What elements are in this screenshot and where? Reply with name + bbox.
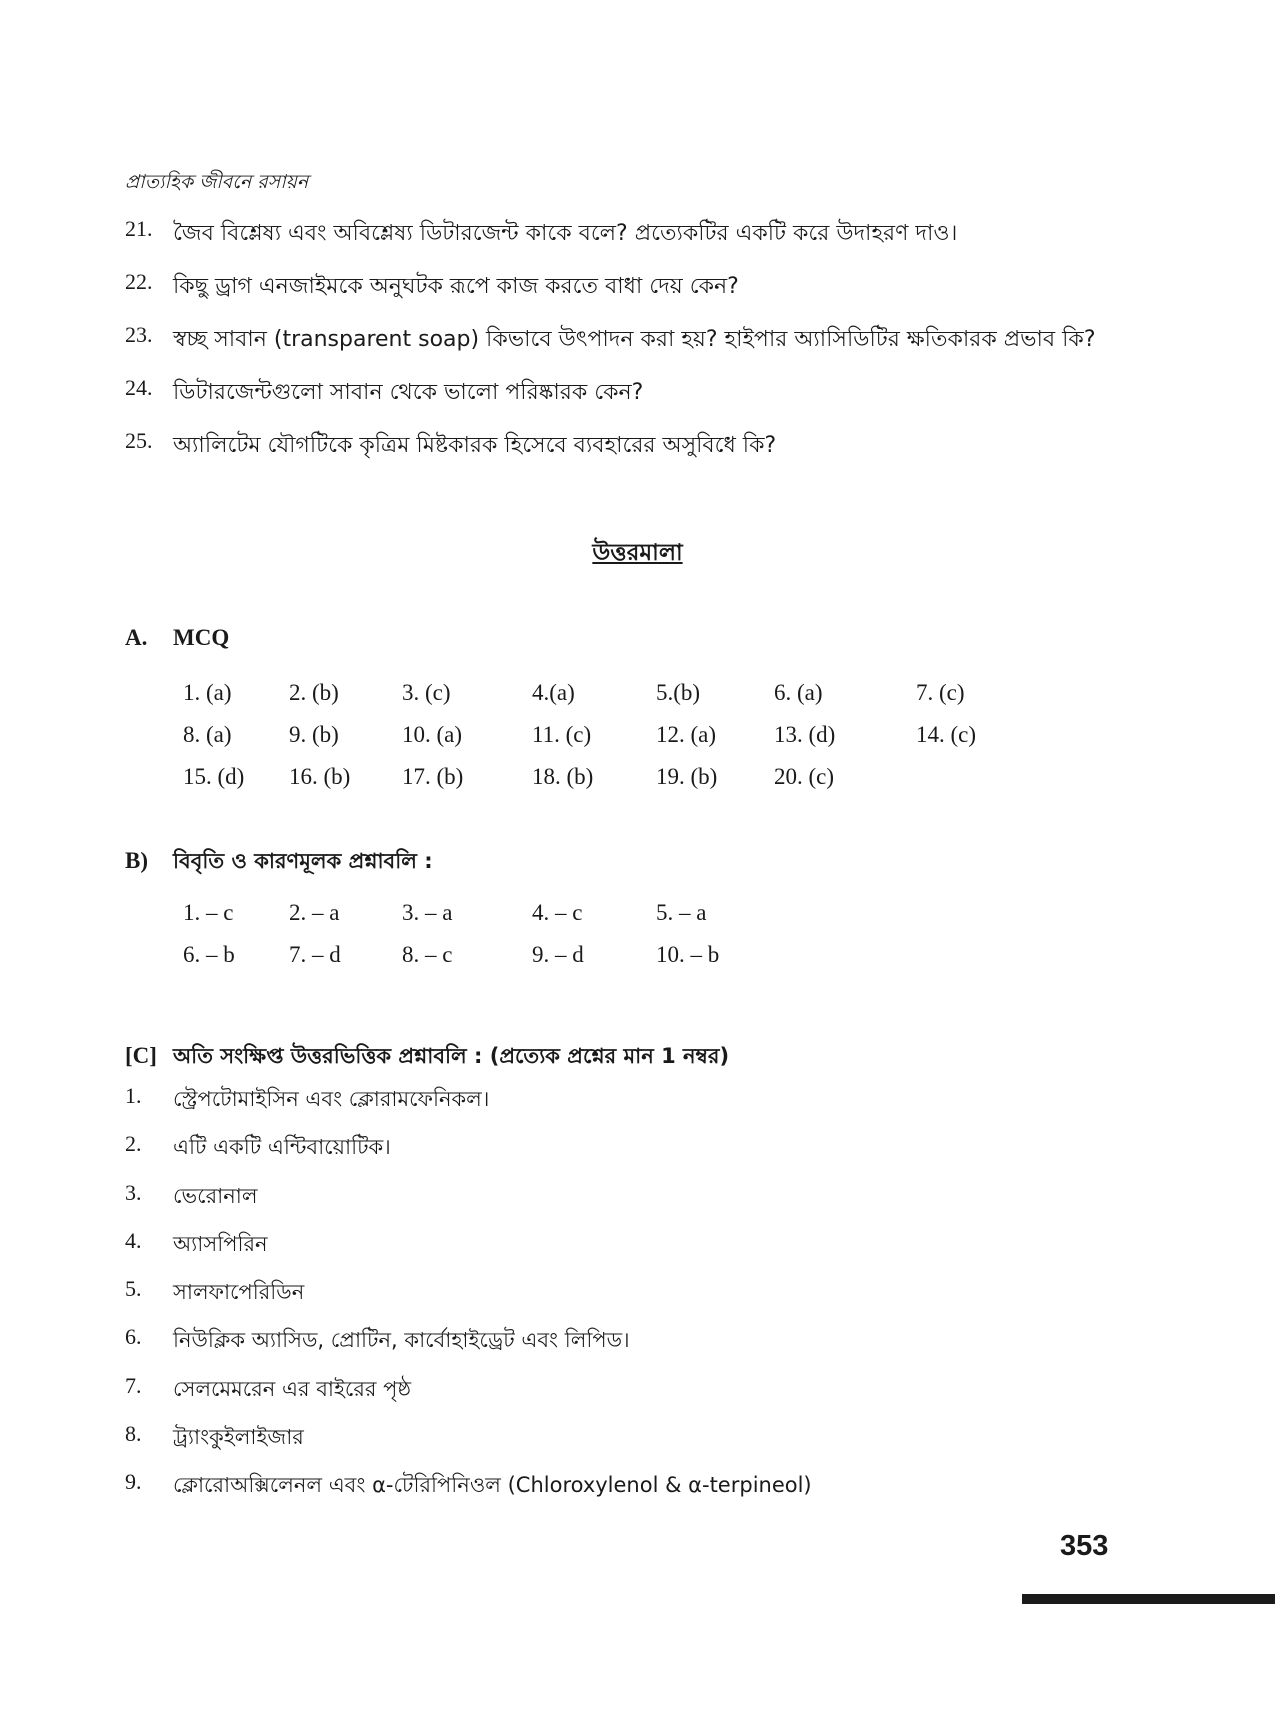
assertion-answer: 4. – c — [532, 900, 583, 925]
question-text: ডিটারজেন্টগুলো সাবান থেকে ভালো পরিষ্কারক কেন? — [173, 380, 644, 405]
mcq-answer: 9. (b) — [289, 722, 339, 747]
section-a-heading: MCQ — [173, 625, 230, 650]
question-list — [125, 216, 1185, 481]
mcq-answer: 10. (a) — [402, 722, 463, 747]
question-item — [125, 375, 1185, 428]
answer-number: 7. — [125, 1372, 142, 1398]
answer-number: 2. — [125, 1131, 142, 1157]
mcq-answer: 15. (d) — [183, 764, 245, 789]
assertion-answer: 3. – a — [402, 900, 453, 925]
short-answer-item — [125, 1373, 1185, 1421]
answer-text: অ্যাসপিরিন — [173, 1231, 268, 1256]
answer-text: এটি একটি এন্টিবায়োটিক। — [173, 1135, 391, 1160]
section-c-label: [C] — [125, 1043, 157, 1068]
question-number: 25. — [125, 428, 153, 453]
answer-text: নিউক্লিক অ্যাসিড, প্রোটিন, কার্বোহাইড্রেট এবং লিপিড। — [173, 1328, 630, 1353]
section-c-title — [125, 1040, 729, 1075]
assertion-answer: 5. – a — [656, 900, 707, 925]
footer-rule — [1022, 1594, 1275, 1604]
mcq-answer: 14. (c) — [916, 722, 977, 747]
mcq-answer: 18. (b) — [532, 764, 594, 789]
question-number: 21. — [125, 216, 153, 241]
answer-text: সেলমেমরেন এর বাইরের পৃষ্ঠ — [173, 1376, 412, 1401]
mcq-answer: 11. (c) — [532, 722, 592, 747]
answer-text: ক্লোরোঅক্সিলেনল এবং α-টেরিপিনিওল (Chloroxylenol & α-terpineol) — [173, 1473, 812, 1498]
question-item — [125, 269, 1185, 322]
answer-number: 6. — [125, 1324, 142, 1350]
assertion-answer: 8. – c — [402, 942, 453, 967]
assertion-reason-answer-grid — [183, 900, 774, 984]
mcq-answer: 12. (a) — [656, 722, 717, 747]
mcq-row — [183, 722, 1016, 764]
assertion-answer: 9. – d — [532, 942, 584, 967]
short-answer-item — [125, 1131, 1185, 1179]
page-number: 353 — [1060, 1530, 1109, 1562]
mcq-answer: 6. (a) — [774, 680, 823, 705]
mcq-answer: 7. (c) — [916, 680, 965, 705]
mcq-answer: 19. (b) — [656, 764, 718, 789]
mcq-answer: 17. (b) — [402, 764, 464, 789]
mcq-answer: 16. (b) — [289, 764, 351, 789]
answer-text: ট্র্যাংকুইলাইজার — [173, 1425, 304, 1450]
answer-text: সালফাপেরিডিন — [173, 1280, 305, 1305]
mcq-answer: 2. (b) — [289, 680, 339, 705]
answer-number: 1. — [125, 1083, 142, 1108]
mcq-answer: 20. (c) — [774, 764, 835, 789]
question-number: 22. — [125, 269, 153, 294]
short-answer-item — [125, 1083, 1185, 1131]
assertion-answer: 10. – b — [656, 942, 720, 967]
section-b-label: B) — [125, 848, 148, 873]
short-answer-item — [125, 1469, 1185, 1517]
mcq-answer: 3. (c) — [402, 680, 451, 705]
short-answer-item — [125, 1276, 1185, 1324]
running-head: প্রাত্যহিক জীবনে রসায়ন — [125, 171, 309, 193]
short-answer-item — [125, 1180, 1185, 1228]
mcq-answer: 1. (a) — [183, 680, 232, 705]
question-item — [125, 216, 1185, 269]
section-b-title — [125, 845, 433, 880]
section-b-heading: বিবৃতি ও কারণমূলক প্রশ্নাবলি : — [173, 849, 433, 873]
question-text: কিছু ড্রাগ এনজাইমকে অনুঘটক রূপে কাজ করতে বাধা দেয় কেন? — [173, 274, 739, 299]
answer-number: 8. — [125, 1421, 142, 1447]
assertion-row — [183, 942, 774, 984]
short-answer-item — [125, 1228, 1185, 1276]
mcq-row — [183, 680, 1016, 722]
mcq-answer: 13. (d) — [774, 722, 836, 747]
section-a-label: A. — [125, 625, 148, 650]
section-c-heading: অতি সংক্ষিপ্ত উত্তরভিত্তিক প্রশ্নাবলি : (প্রত্যেক প্রশ্নের মান 1 নম্বর) — [173, 1044, 730, 1068]
answer-number: 5. — [125, 1276, 142, 1302]
assertion-answer: 1. – c — [183, 900, 234, 925]
assertion-answer: 2. – a — [289, 900, 340, 925]
answers-heading: উত্তরমালা — [592, 540, 683, 566]
question-item — [125, 322, 1185, 375]
assertion-answer: 6. – b — [183, 942, 235, 967]
answer-number: 4. — [125, 1227, 142, 1253]
assertion-row — [183, 900, 774, 942]
answer-text: ভেরোনাল — [173, 1183, 258, 1208]
mcq-answer: 4.(a) — [532, 680, 575, 705]
question-text: জৈব বিশ্লেষ্য এবং অবিশ্লেষ্য ডিটারজেন্ট কাকে বলে? প্রত্যেকটির একটি করে উদাহরণ দাও। — [173, 221, 958, 246]
question-item — [125, 428, 1185, 481]
mcq-answer-grid — [183, 680, 1016, 806]
answer-number: 9. — [125, 1469, 142, 1495]
question-text: স্বচ্ছ সাবান (transparent soap) কিভাবে উৎপাদন করা হয়? হাইপার অ্যাসিডিটির ক্ষতিকারক প্রভাব কি? — [173, 327, 1096, 352]
mcq-answer: 5.(b) — [656, 680, 701, 705]
mcq-row — [183, 764, 1016, 806]
question-number: 24. — [125, 375, 153, 400]
question-number: 23. — [125, 322, 153, 347]
assertion-answer: 7. – d — [289, 942, 341, 967]
answer-text: স্ট্রেপটোমাইসিন এবং ক্লোরামফেনিকল। — [173, 1087, 490, 1111]
short-answer-item — [125, 1324, 1185, 1372]
question-text: অ্যালিটেম যৌগটিকে কৃত্রিম মিষ্টকারক হিসেবে ব্যবহারের অসুবিধে কি? — [173, 433, 777, 458]
section-a-title — [125, 625, 229, 651]
short-answer-item — [125, 1421, 1185, 1469]
short-answer-list — [125, 1083, 1185, 1518]
mcq-answer: 8. (a) — [183, 722, 232, 747]
answer-number: 3. — [125, 1179, 142, 1205]
